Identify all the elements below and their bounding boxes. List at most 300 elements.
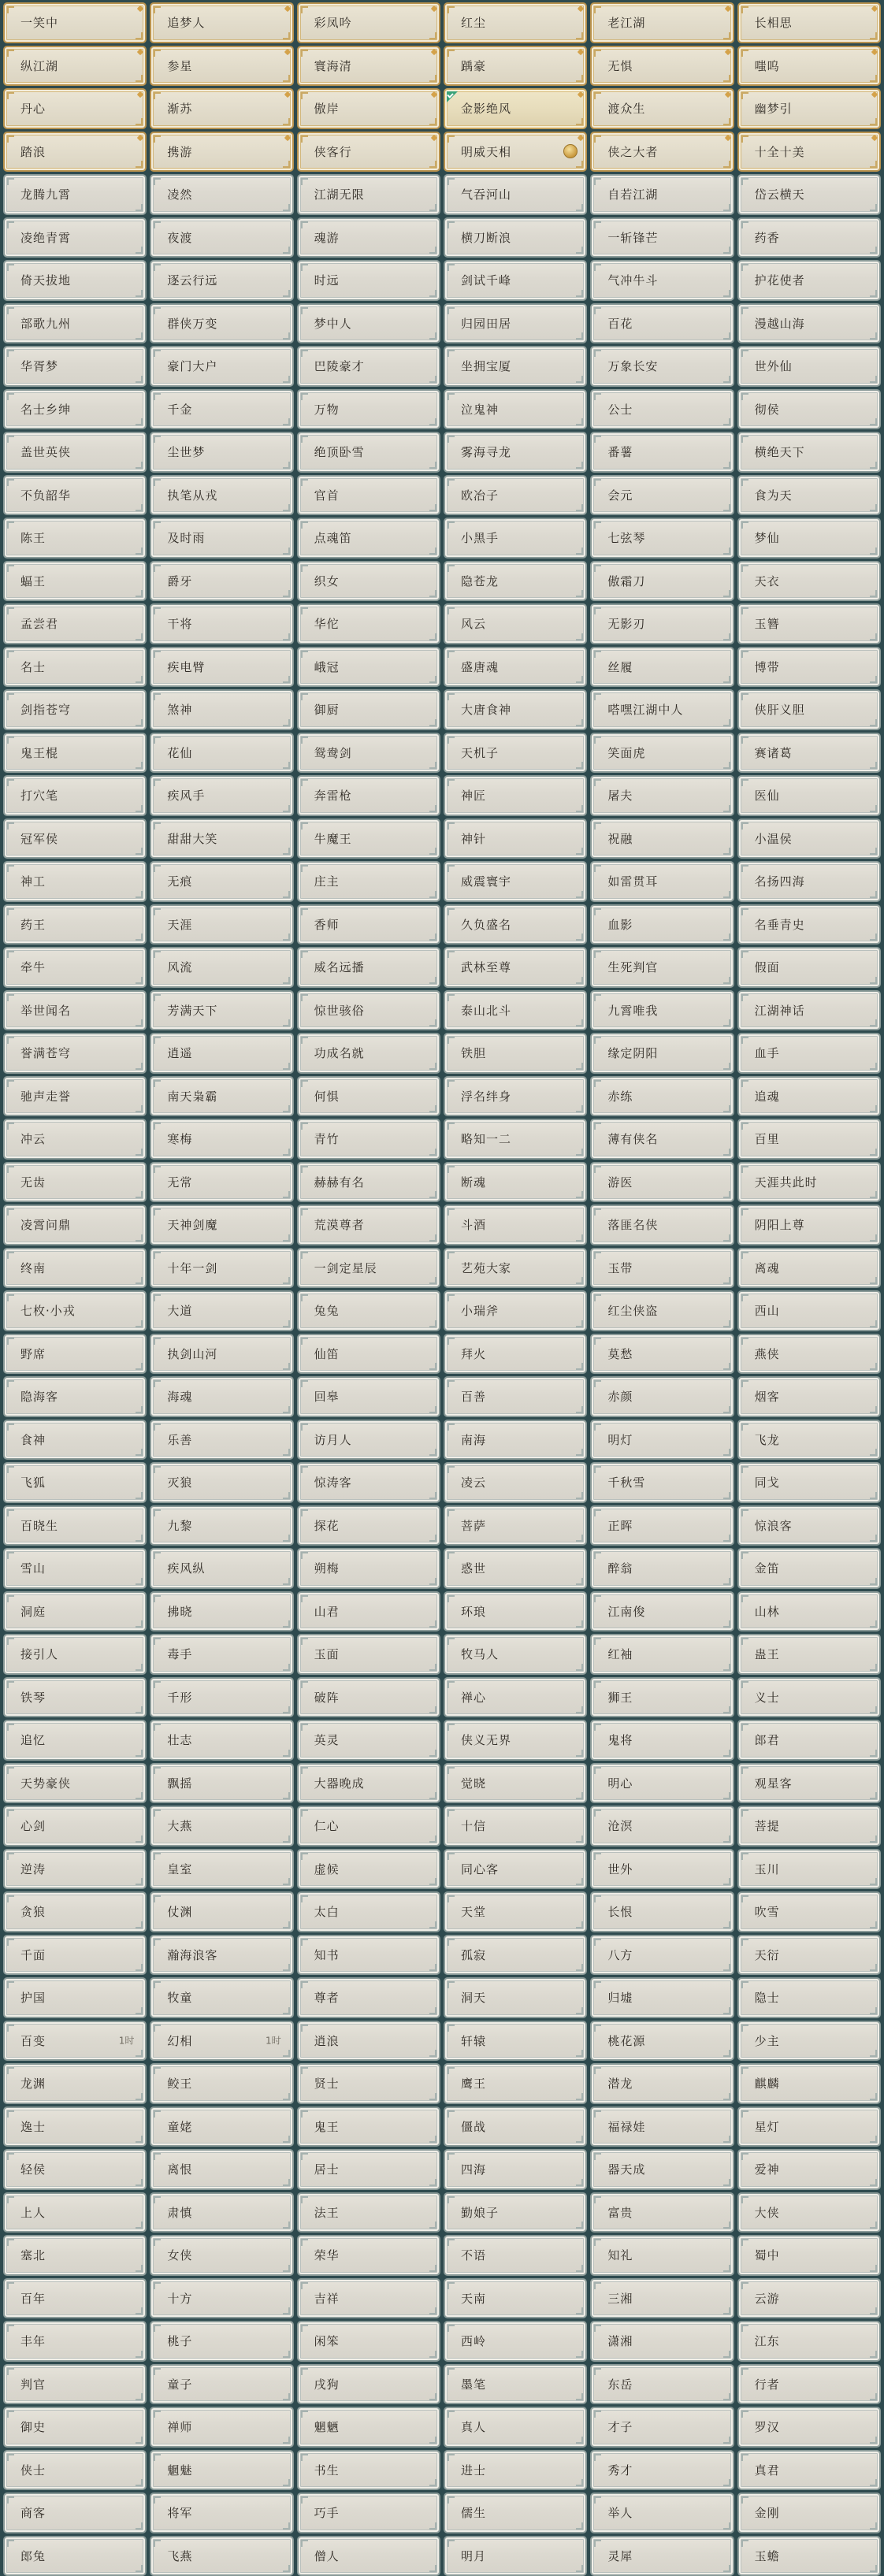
title-cell[interactable]	[3, 2536, 147, 2576]
title-cell[interactable]	[590, 2407, 734, 2448]
title-cell[interactable]	[590, 303, 734, 344]
title-cell[interactable]	[737, 2192, 881, 2233]
title-cell[interactable]	[737, 1033, 881, 1074]
title-cell[interactable]	[3, 1977, 147, 2018]
title-cell[interactable]	[150, 2235, 293, 2276]
title-cell[interactable]	[297, 2364, 440, 2405]
title-cell[interactable]	[444, 947, 587, 988]
title-cell[interactable]	[297, 1677, 440, 1718]
title-cell[interactable]	[150, 1248, 293, 1289]
title-cell[interactable]	[150, 561, 293, 602]
title-cell[interactable]	[3, 2063, 147, 2104]
title-cell[interactable]	[150, 990, 293, 1031]
title-cell[interactable]	[737, 432, 881, 473]
title-cell[interactable]	[150, 217, 293, 258]
title-cell[interactable]	[150, 1849, 293, 1890]
title-cell[interactable]	[444, 1420, 587, 1461]
title-cell[interactable]	[737, 1763, 881, 1804]
title-cell[interactable]	[590, 1677, 734, 1718]
title-cell[interactable]	[150, 88, 293, 129]
title-cell[interactable]	[737, 1634, 881, 1675]
title-cell[interactable]	[3, 861, 147, 902]
title-cell[interactable]	[737, 689, 881, 730]
title-cell[interactable]	[297, 2021, 440, 2062]
title-cell[interactable]	[590, 647, 734, 688]
title-cell[interactable]	[444, 303, 587, 344]
title-cell[interactable]	[590, 1977, 734, 2018]
title-cell[interactable]	[444, 603, 587, 644]
title-cell[interactable]	[590, 2021, 734, 2062]
title-cell[interactable]	[150, 1290, 293, 1331]
title-cell[interactable]	[3, 1806, 147, 1847]
title-cell[interactable]	[3, 1290, 147, 1331]
title-cell[interactable]	[150, 904, 293, 945]
title-cell[interactable]	[150, 1076, 293, 1117]
title-cell[interactable]	[444, 733, 587, 774]
title-cell[interactable]	[444, 88, 587, 129]
title-cell[interactable]	[590, 1334, 734, 1375]
title-cell[interactable]	[3, 2192, 147, 2233]
title-cell[interactable]	[737, 2278, 881, 2319]
title-cell[interactable]	[297, 518, 440, 559]
title-cell[interactable]	[590, 2235, 734, 2276]
title-cell[interactable]	[444, 1849, 587, 1890]
title-cell[interactable]	[3, 346, 147, 387]
title-cell[interactable]	[150, 2407, 293, 2448]
title-cell[interactable]	[737, 904, 881, 945]
title-cell[interactable]	[444, 2492, 587, 2533]
title-cell[interactable]	[590, 1505, 734, 1546]
title-cell[interactable]	[444, 1763, 587, 1804]
title-cell[interactable]	[297, 432, 440, 473]
title-cell[interactable]	[3, 46, 147, 87]
title-cell[interactable]	[444, 561, 587, 602]
title-cell[interactable]	[590, 389, 734, 430]
title-cell[interactable]	[737, 1720, 881, 1761]
title-cell[interactable]	[297, 46, 440, 87]
title-cell[interactable]	[590, 1248, 734, 1289]
title-cell[interactable]	[3, 2021, 147, 2062]
title-cell[interactable]	[150, 1891, 293, 1932]
title-cell[interactable]	[737, 1076, 881, 1117]
title-cell[interactable]	[297, 1076, 440, 1117]
title-cell[interactable]	[297, 1334, 440, 1375]
title-cell[interactable]	[444, 2192, 587, 2233]
title-cell[interactable]	[444, 861, 587, 902]
title-cell[interactable]	[297, 1935, 440, 1976]
title-cell[interactable]	[444, 1591, 587, 1632]
title-cell[interactable]	[444, 990, 587, 1031]
title-cell[interactable]	[297, 689, 440, 730]
title-cell[interactable]	[3, 1849, 147, 1890]
title-cell[interactable]	[3, 389, 147, 430]
title-cell[interactable]	[150, 1462, 293, 1503]
title-cell[interactable]	[737, 475, 881, 516]
title-cell[interactable]	[297, 1204, 440, 1245]
title-cell[interactable]	[3, 1420, 147, 1461]
title-cell[interactable]	[150, 1204, 293, 1245]
title-cell[interactable]	[3, 260, 147, 301]
title-cell[interactable]	[444, 346, 587, 387]
title-cell[interactable]	[150, 1548, 293, 1589]
title-cell[interactable]	[590, 2364, 734, 2405]
title-cell[interactable]	[590, 2, 734, 43]
title-cell[interactable]	[737, 1677, 881, 1718]
title-cell[interactable]	[737, 1849, 881, 1890]
title-cell[interactable]	[737, 603, 881, 644]
title-cell[interactable]	[297, 1720, 440, 1761]
title-cell[interactable]	[444, 1033, 587, 1074]
title-cell[interactable]	[3, 1334, 147, 1375]
title-cell[interactable]	[444, 132, 587, 173]
title-cell[interactable]	[444, 1806, 587, 1847]
title-cell[interactable]	[3, 1634, 147, 1675]
title-cell[interactable]	[297, 647, 440, 688]
title-cell[interactable]	[444, 260, 587, 301]
title-cell[interactable]	[444, 475, 587, 516]
title-cell[interactable]	[737, 88, 881, 129]
title-cell[interactable]	[3, 1548, 147, 1589]
title-cell[interactable]	[590, 1204, 734, 1245]
title-cell[interactable]	[590, 2278, 734, 2319]
title-cell[interactable]	[297, 1248, 440, 1289]
title-cell[interactable]	[3, 1462, 147, 1503]
title-cell[interactable]	[737, 1548, 881, 1589]
title-cell[interactable]	[150, 260, 293, 301]
title-cell[interactable]	[444, 1505, 587, 1546]
title-cell[interactable]	[150, 1720, 293, 1761]
title-cell[interactable]	[3, 1076, 147, 1117]
title-cell[interactable]	[737, 990, 881, 1031]
title-cell[interactable]	[444, 904, 587, 945]
title-cell[interactable]	[150, 389, 293, 430]
title-cell[interactable]	[590, 904, 734, 945]
title-cell[interactable]	[590, 1162, 734, 1203]
title-cell[interactable]	[737, 518, 881, 559]
title-cell[interactable]	[150, 46, 293, 87]
title-cell[interactable]	[150, 2364, 293, 2405]
title-cell[interactable]	[297, 1376, 440, 1417]
title-cell[interactable]	[590, 2106, 734, 2147]
title-cell[interactable]	[150, 2063, 293, 2104]
title-cell[interactable]	[297, 2450, 440, 2491]
title-cell[interactable]	[3, 2278, 147, 2319]
title-cell[interactable]	[737, 46, 881, 87]
title-cell[interactable]	[150, 2, 293, 43]
title-cell[interactable]	[297, 2, 440, 43]
title-cell[interactable]	[3, 603, 147, 644]
title-cell[interactable]	[3, 947, 147, 988]
title-cell[interactable]	[150, 132, 293, 173]
title-cell[interactable]	[297, 1290, 440, 1331]
title-cell[interactable]	[297, 603, 440, 644]
title-cell[interactable]	[150, 2536, 293, 2576]
title-cell[interactable]	[737, 1420, 881, 1461]
title-cell[interactable]	[590, 689, 734, 730]
title-cell[interactable]	[737, 561, 881, 602]
title-cell[interactable]	[590, 432, 734, 473]
title-cell[interactable]	[150, 2149, 293, 2190]
title-cell[interactable]	[737, 1376, 881, 1417]
title-cell[interactable]	[444, 1162, 587, 1203]
title-cell[interactable]	[150, 1334, 293, 1375]
title-cell[interactable]	[150, 1420, 293, 1461]
title-cell[interactable]	[590, 1033, 734, 1074]
title-cell[interactable]	[737, 1119, 881, 1160]
title-cell[interactable]	[150, 733, 293, 774]
title-cell[interactable]	[444, 689, 587, 730]
title-cell[interactable]	[150, 1634, 293, 1675]
title-cell[interactable]	[737, 2536, 881, 2576]
title-cell[interactable]	[297, 2149, 440, 2190]
title-cell[interactable]	[3, 1248, 147, 1289]
title-cell[interactable]	[444, 1076, 587, 1117]
title-cell[interactable]	[297, 818, 440, 859]
title-cell[interactable]	[150, 1677, 293, 1718]
title-cell[interactable]	[737, 2063, 881, 2104]
title-cell[interactable]	[297, 861, 440, 902]
title-cell[interactable]	[150, 1119, 293, 1160]
title-cell[interactable]	[590, 733, 734, 774]
title-cell[interactable]	[3, 88, 147, 129]
title-cell[interactable]	[444, 1634, 587, 1675]
title-cell[interactable]	[150, 2021, 293, 2062]
title-cell[interactable]	[297, 2192, 440, 2233]
title-cell[interactable]	[590, 1891, 734, 1932]
title-cell[interactable]	[3, 1763, 147, 1804]
title-cell[interactable]	[150, 518, 293, 559]
title-cell[interactable]	[297, 1977, 440, 2018]
title-cell[interactable]	[590, 1763, 734, 1804]
title-cell[interactable]	[150, 475, 293, 516]
title-cell[interactable]	[150, 2492, 293, 2533]
title-cell[interactable]	[444, 2149, 587, 2190]
title-cell[interactable]	[590, 2149, 734, 2190]
title-cell[interactable]	[297, 132, 440, 173]
title-cell[interactable]	[590, 2192, 734, 2233]
title-cell[interactable]	[590, 260, 734, 301]
title-cell[interactable]	[297, 2321, 440, 2362]
title-cell[interactable]	[444, 2021, 587, 2062]
title-cell[interactable]	[737, 2321, 881, 2362]
title-cell[interactable]	[737, 1977, 881, 2018]
title-cell[interactable]	[150, 2278, 293, 2319]
title-cell[interactable]	[297, 1763, 440, 1804]
title-cell[interactable]	[590, 947, 734, 988]
title-cell[interactable]	[444, 1290, 587, 1331]
title-cell[interactable]	[444, 1548, 587, 1589]
title-cell[interactable]	[590, 603, 734, 644]
title-cell[interactable]	[590, 990, 734, 1031]
title-cell[interactable]	[590, 2492, 734, 2533]
title-cell[interactable]	[297, 1806, 440, 1847]
title-cell[interactable]	[3, 1677, 147, 1718]
title-cell[interactable]	[3, 518, 147, 559]
title-cell[interactable]	[297, 1548, 440, 1589]
title-cell[interactable]	[3, 2149, 147, 2190]
title-cell[interactable]	[737, 2149, 881, 2190]
title-cell[interactable]	[444, 217, 587, 258]
title-cell[interactable]	[737, 1204, 881, 1245]
title-cell[interactable]	[590, 518, 734, 559]
title-cell[interactable]	[444, 818, 587, 859]
title-cell[interactable]	[297, 561, 440, 602]
title-cell[interactable]	[150, 1505, 293, 1546]
title-cell[interactable]	[150, 1376, 293, 1417]
title-cell[interactable]	[590, 217, 734, 258]
title-cell[interactable]	[297, 2492, 440, 2533]
title-cell[interactable]	[737, 1806, 881, 1847]
title-cell[interactable]	[737, 389, 881, 430]
title-cell[interactable]	[3, 733, 147, 774]
title-cell[interactable]	[444, 1119, 587, 1160]
title-cell[interactable]	[297, 1634, 440, 1675]
title-cell[interactable]	[590, 1376, 734, 1417]
title-cell[interactable]	[297, 1505, 440, 1546]
title-cell[interactable]	[444, 1977, 587, 2018]
title-cell[interactable]	[737, 260, 881, 301]
title-cell[interactable]	[737, 1334, 881, 1375]
title-cell[interactable]	[737, 1462, 881, 1503]
title-cell[interactable]	[297, 947, 440, 988]
title-cell[interactable]	[150, 1162, 293, 1203]
title-cell[interactable]	[737, 2106, 881, 2147]
title-cell[interactable]	[444, 2364, 587, 2405]
title-cell[interactable]	[150, 303, 293, 344]
title-cell[interactable]	[737, 2364, 881, 2405]
title-cell[interactable]	[297, 2407, 440, 2448]
title-cell[interactable]	[3, 1204, 147, 1245]
title-cell[interactable]	[297, 2278, 440, 2319]
title-cell[interactable]	[444, 1334, 587, 1375]
title-cell[interactable]	[590, 346, 734, 387]
title-cell[interactable]	[150, 647, 293, 688]
title-cell[interactable]	[297, 174, 440, 215]
title-cell[interactable]	[590, 1119, 734, 1160]
title-cell[interactable]	[590, 861, 734, 902]
title-cell[interactable]	[444, 1720, 587, 1761]
title-cell[interactable]	[737, 647, 881, 688]
title-cell[interactable]	[590, 132, 734, 173]
title-cell[interactable]	[3, 2364, 147, 2405]
title-cell[interactable]	[444, 389, 587, 430]
title-cell[interactable]	[590, 475, 734, 516]
title-cell[interactable]	[444, 2, 587, 43]
title-cell[interactable]	[3, 432, 147, 473]
title-cell[interactable]	[297, 775, 440, 816]
title-cell[interactable]	[150, 346, 293, 387]
title-cell[interactable]	[3, 174, 147, 215]
title-cell[interactable]	[737, 861, 881, 902]
title-cell[interactable]	[150, 689, 293, 730]
title-cell[interactable]	[590, 2450, 734, 2491]
title-cell[interactable]	[3, 2492, 147, 2533]
title-cell[interactable]	[297, 475, 440, 516]
title-cell[interactable]	[3, 2106, 147, 2147]
title-cell[interactable]	[444, 2321, 587, 2362]
title-cell[interactable]	[297, 2536, 440, 2576]
title-cell[interactable]	[150, 1935, 293, 1976]
title-cell[interactable]	[737, 2021, 881, 2062]
title-cell[interactable]	[737, 346, 881, 387]
title-cell[interactable]	[737, 1290, 881, 1331]
title-cell[interactable]	[150, 1591, 293, 1632]
title-cell[interactable]	[297, 1462, 440, 1503]
title-cell[interactable]	[444, 2278, 587, 2319]
title-cell[interactable]	[3, 1033, 147, 1074]
title-cell[interactable]	[150, 947, 293, 988]
title-cell[interactable]	[3, 689, 147, 730]
title-cell[interactable]	[737, 818, 881, 859]
title-cell[interactable]	[3, 990, 147, 1031]
title-cell[interactable]	[590, 1591, 734, 1632]
title-cell[interactable]	[737, 947, 881, 988]
title-cell[interactable]	[444, 647, 587, 688]
title-cell[interactable]	[737, 2450, 881, 2491]
title-cell[interactable]	[3, 1591, 147, 1632]
title-cell[interactable]	[3, 1891, 147, 1932]
title-cell[interactable]	[737, 733, 881, 774]
title-cell[interactable]	[297, 2106, 440, 2147]
title-cell[interactable]	[444, 432, 587, 473]
title-cell[interactable]	[297, 990, 440, 1031]
title-cell[interactable]	[297, 217, 440, 258]
title-cell[interactable]	[150, 2106, 293, 2147]
title-cell[interactable]	[444, 46, 587, 87]
title-cell[interactable]	[150, 603, 293, 644]
title-cell[interactable]	[3, 1376, 147, 1417]
title-cell[interactable]	[590, 1548, 734, 1589]
title-cell[interactable]	[3, 2407, 147, 2448]
title-cell[interactable]	[297, 1033, 440, 1074]
title-cell[interactable]	[590, 1290, 734, 1331]
title-cell[interactable]	[297, 2235, 440, 2276]
title-cell[interactable]	[297, 904, 440, 945]
title-cell[interactable]	[3, 1935, 147, 1976]
title-cell[interactable]	[3, 2235, 147, 2276]
title-cell[interactable]	[297, 2063, 440, 2104]
title-cell[interactable]	[150, 861, 293, 902]
title-cell[interactable]	[444, 1677, 587, 1718]
title-cell[interactable]	[3, 1119, 147, 1160]
title-cell[interactable]	[150, 775, 293, 816]
title-cell[interactable]	[590, 174, 734, 215]
title-cell[interactable]	[590, 1935, 734, 1976]
title-cell[interactable]	[590, 1076, 734, 1117]
title-cell[interactable]	[297, 346, 440, 387]
title-cell[interactable]	[590, 1420, 734, 1461]
title-cell[interactable]	[3, 303, 147, 344]
title-cell[interactable]	[150, 174, 293, 215]
title-cell[interactable]	[590, 1634, 734, 1675]
title-cell[interactable]	[444, 1462, 587, 1503]
title-cell[interactable]	[737, 775, 881, 816]
title-cell[interactable]	[3, 904, 147, 945]
title-cell[interactable]	[297, 1591, 440, 1632]
title-cell[interactable]	[297, 260, 440, 301]
title-cell[interactable]	[3, 1720, 147, 1761]
title-cell[interactable]	[150, 1977, 293, 2018]
title-cell[interactable]	[444, 1248, 587, 1289]
title-cell[interactable]	[150, 2450, 293, 2491]
title-cell[interactable]	[150, 2321, 293, 2362]
title-cell[interactable]	[3, 1162, 147, 1203]
title-cell[interactable]	[737, 132, 881, 173]
title-cell[interactable]	[150, 1033, 293, 1074]
title-cell[interactable]	[444, 2063, 587, 2104]
title-cell[interactable]	[737, 303, 881, 344]
title-cell[interactable]	[297, 389, 440, 430]
